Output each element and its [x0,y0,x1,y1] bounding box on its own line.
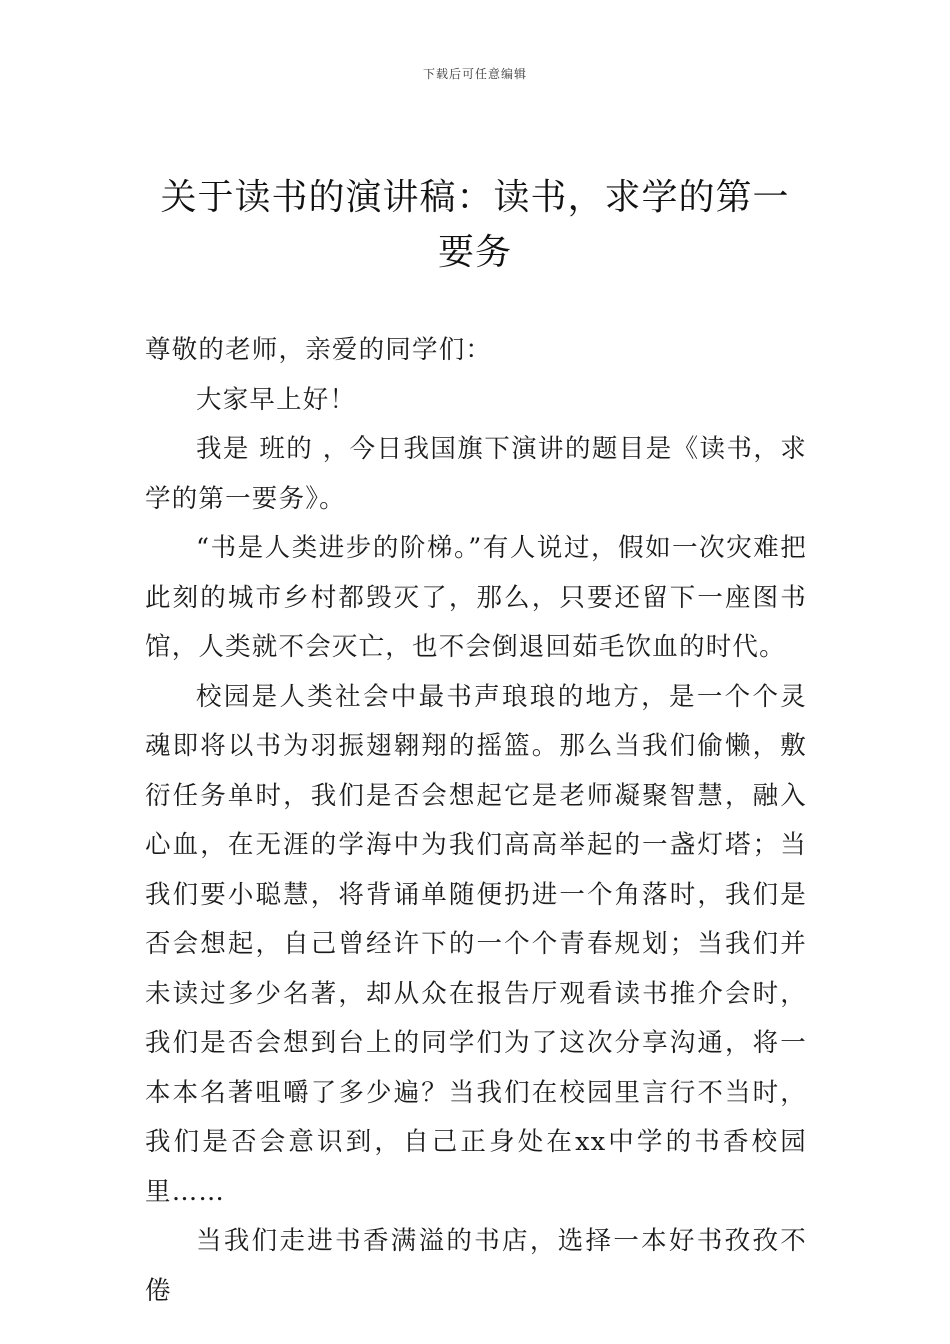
document-title: 关于读书的演讲稿：读书，求学的第一要务 [160,177,790,273]
paragraph-introduction: 我是 班的 ，今日我国旗下演讲的题目是《读书，求学的第一要务》。 [145,434,807,514]
document-body [145,326,807,1316]
paragraph-campus: 校园是人类社会中最书声琅琅的地方，是一个个灵魂即将以书为羽振翅翱翔的摇篮。那么当我们偷懒，敷衍任务单时，我们是否会想起它是老师凝聚智慧，融入心血，在无涯的学海中为我们高高举起的一盏灯塔；当我们要小聪慧，将背诵单随便扔进一个角落时，我们是否会想起，自己曾经许下的一个个青春规划；当我们并未读过多少名著，却从众在报告厅观看读书推介会时，我们是否会想到台上的同学们为了这次分享沟通，将一本本名著咀嚼了多少遍？当我们在校园里言行不当时，我们是否会意识到，自己正身处在xx中学的书香校园里…… [145,681,807,1207]
page-header-note: 下载后可任意编辑 [422,67,527,81]
paragraph-quote: “书是人类进步的阶梯。”有人说过，假如一次灾难把此刻的城市乡村都毁灭了，那么，只要还留下一座图书馆，人类就不会灭亡，也不会倒退回茹毛饮血的时代。 [145,533,807,662]
paragraph-greeting: 大家早上好！ [196,384,357,415]
paragraph-bookstore: 当我们走进书香满溢的书店，选择一本好书孜孜不倦 [145,1226,807,1306]
salutation: 尊敬的老师，亲爱的同学们： [145,335,493,365]
